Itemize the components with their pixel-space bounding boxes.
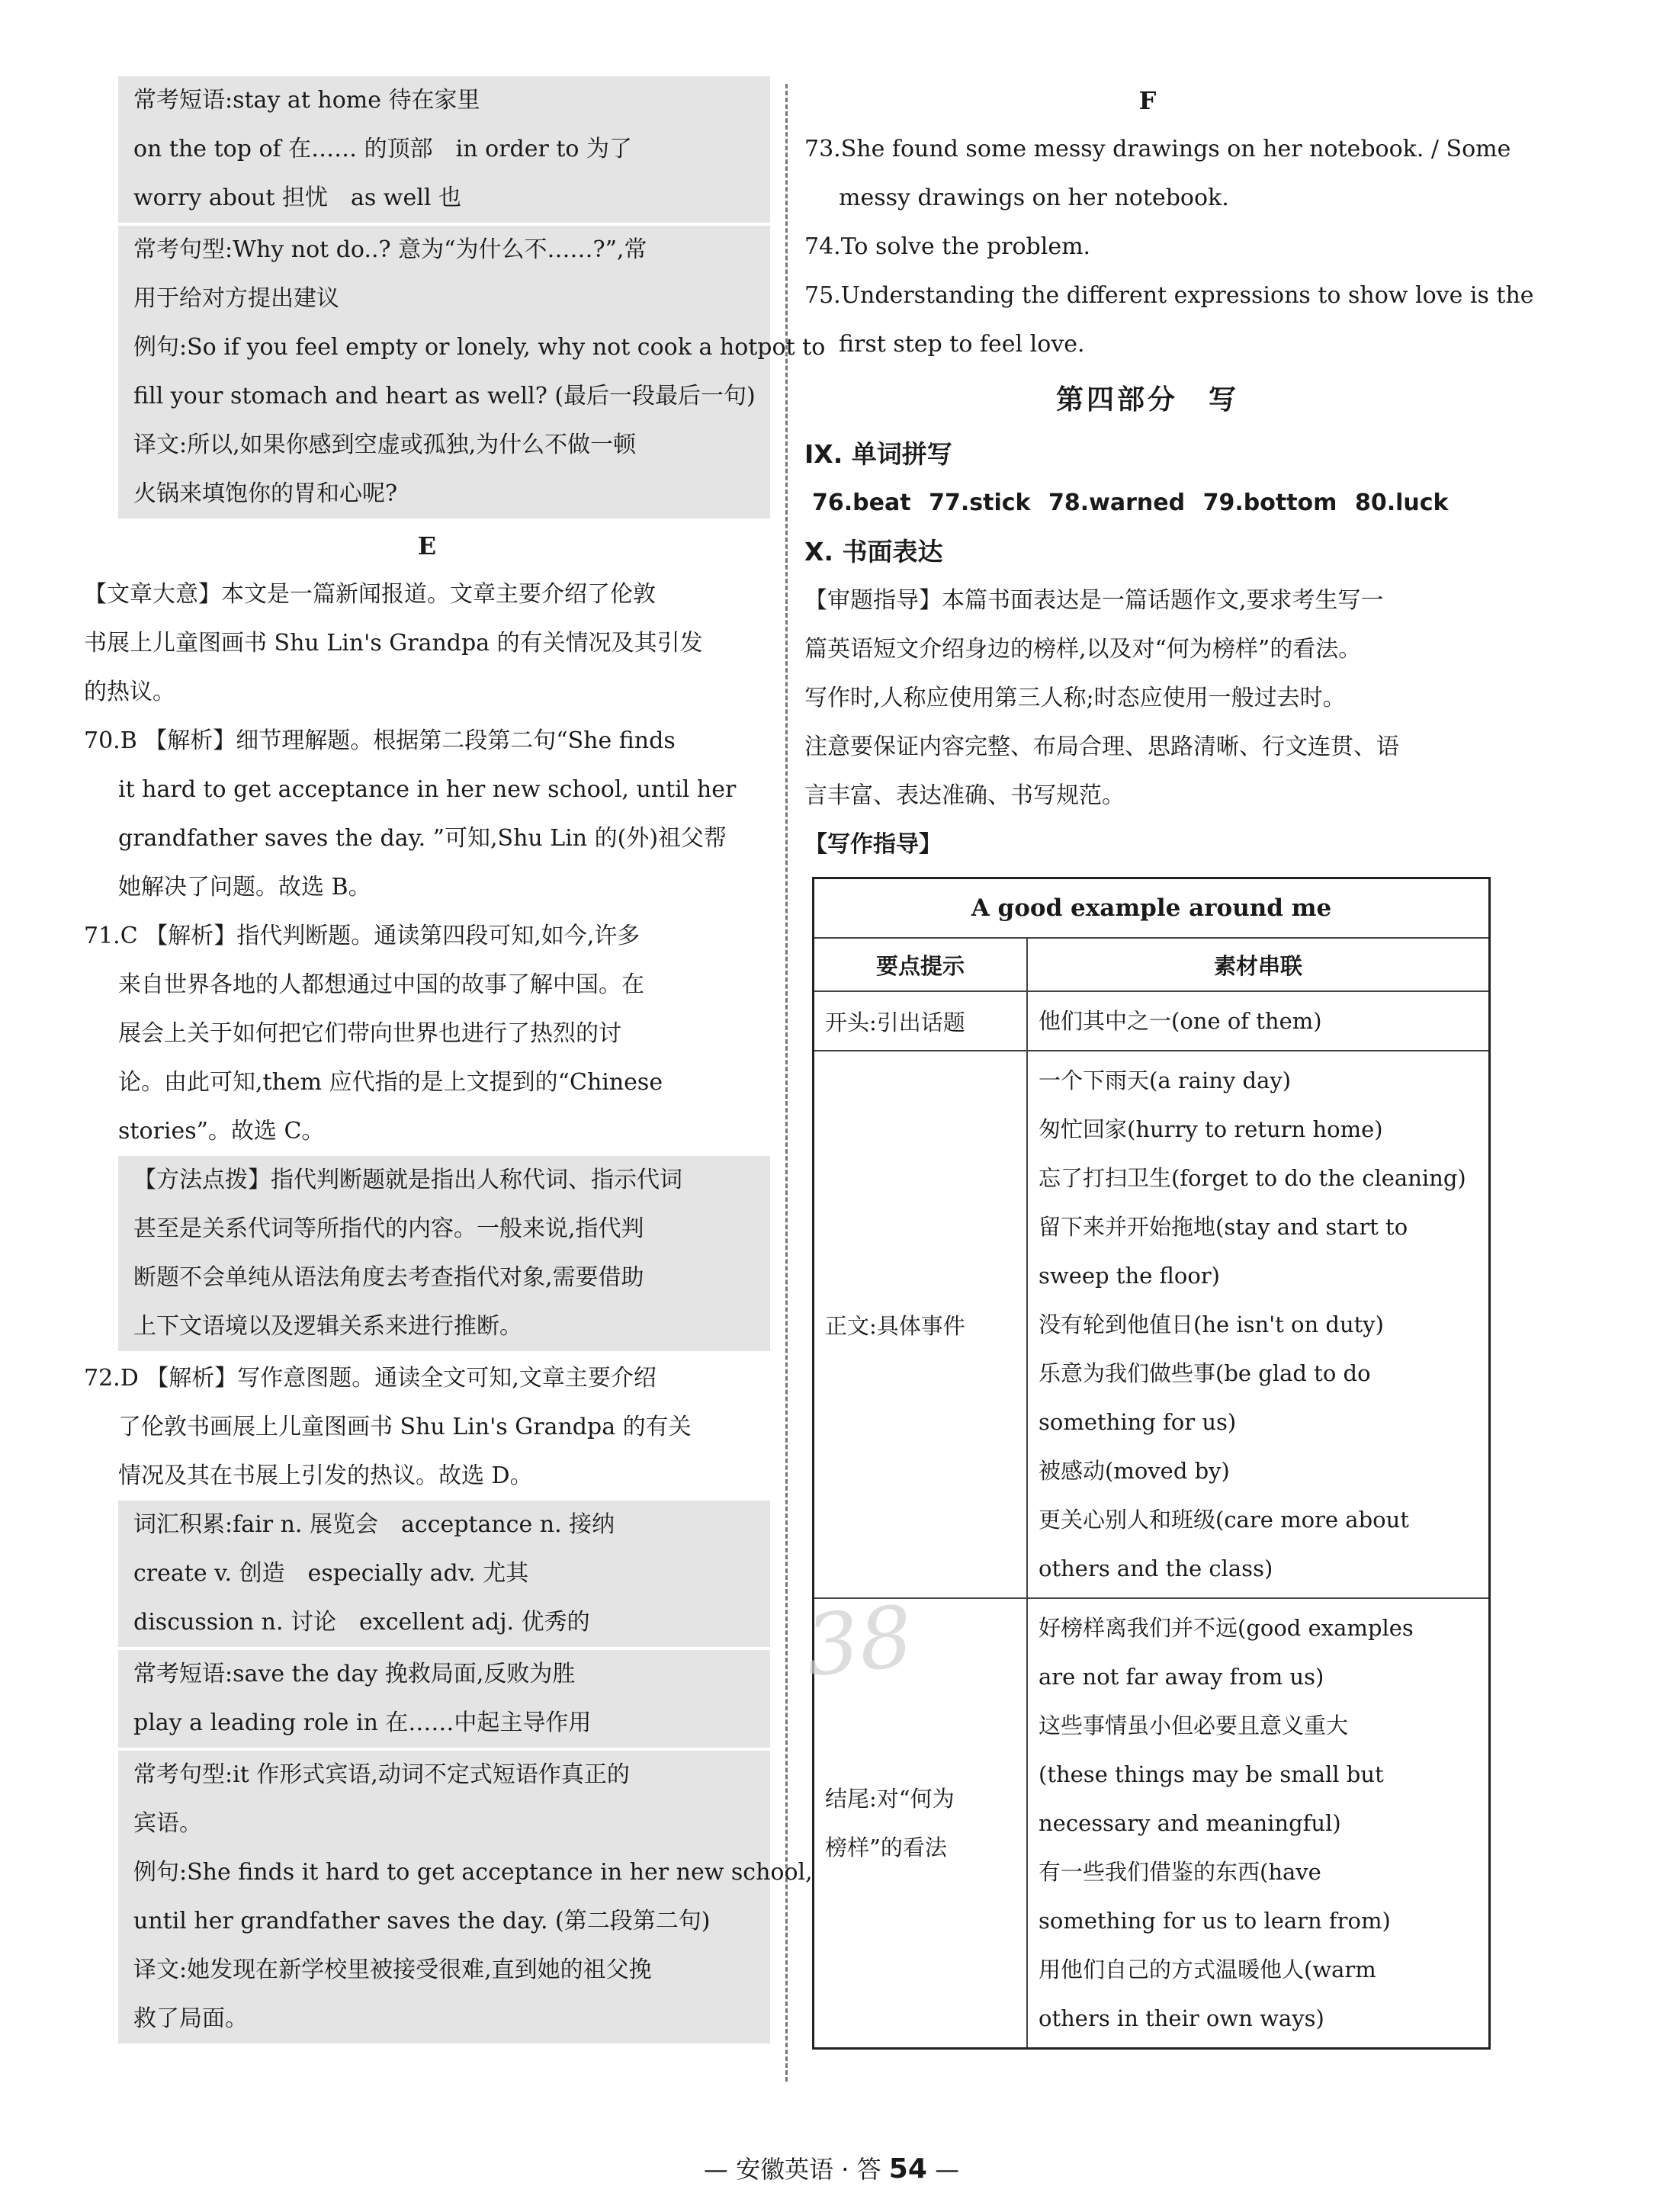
- text-line: grandfather saves the day. ”可知,Shu Lin 的(外)祖父帮: [118, 825, 727, 852]
- text-line: 火锅来填饱你的胃和心呢?: [133, 480, 398, 507]
- answer-71: [84, 912, 770, 1156]
- text-line: 写作时,人称应使用第三人称;时态应使用一般过去时。: [804, 685, 1346, 711]
- sentence-pattern-box: [118, 1751, 813, 2043]
- text-line: 救了局面。: [133, 2005, 248, 2032]
- section-e-heading: E: [417, 531, 437, 560]
- row-opening-materials: [1027, 991, 1490, 1051]
- answer-70: [84, 717, 770, 912]
- text-line: 的热议。: [84, 679, 175, 705]
- table-header-points: 要点提示: [814, 938, 1028, 991]
- text-line: 常考句型:Why not do..? 意为“为什么不……?”,常: [133, 236, 647, 263]
- text-line: 忘了打扫卫生(forget to do the cleaning): [1039, 1165, 1466, 1191]
- page-footer: [0, 2150, 1663, 2185]
- text-line: worry about 担忧 as well 也: [133, 185, 461, 211]
- writing-outline-table: [812, 877, 1491, 2050]
- text-line: 译文:所以,如果你感到空虚或孤独,为什么不做一顿: [133, 432, 637, 458]
- text-line: 常考短语:stay at home 待在家里: [133, 87, 480, 114]
- column-divider: [785, 84, 788, 2082]
- text-line: first step to feel love.: [839, 331, 1085, 358]
- footer-label: — 安徽英语 · 答: [703, 2155, 881, 2184]
- table-title: A good example around me: [814, 878, 1490, 939]
- text-line: 更关心别人和班级(care more about: [1039, 1507, 1409, 1533]
- text-line: 例句:So if you feel empty or lonely, why not cook a hotpot to: [133, 334, 826, 361]
- text-line: 有一些我们借鉴的东西(have: [1039, 1859, 1321, 1885]
- text-line: 了伦敦书画展上儿童图画书 Shu Lin's Grandpa 的有关: [118, 1414, 692, 1440]
- text-line: necessary and meaningful): [1039, 1810, 1341, 1836]
- text-line: 72.D 【解析】写作意图题。通读全文可知,文章主要介绍: [84, 1365, 657, 1392]
- row-ending-materials: [1027, 1598, 1490, 2049]
- text-line: are not far away from us): [1039, 1664, 1324, 1690]
- text-line: 用他们自己的方式温暖他人(warm: [1039, 1957, 1376, 1982]
- text-line: 宾语。: [133, 1810, 202, 1837]
- text-line: (these things may be small but: [1039, 1761, 1384, 1787]
- answer-72: [84, 1354, 770, 1501]
- text-line: 【审题指导】本篇书面表达是一篇话题作文,要求考生写一: [804, 587, 1384, 614]
- text-line: 她解决了问题。故选 B。: [118, 874, 371, 901]
- text-line: 被感动(moved by): [1039, 1458, 1230, 1484]
- text-line: 榜样”的看法: [825, 1835, 947, 1860]
- footer-dash: —: [935, 2155, 960, 2184]
- text-line: others and the class): [1039, 1555, 1273, 1581]
- text-line: 言丰富、表达准确、书写规范。: [804, 782, 1125, 809]
- text-line: 断题不会单纯从语法角度去考查指代对象,需要借助: [133, 1264, 644, 1291]
- spelling-heading: IX. 单词拼写: [804, 439, 952, 469]
- text-line: play a leading role in 在……中起主导作用: [133, 1710, 592, 1736]
- text-line: 75.Understanding the different expressions to show love is the: [804, 282, 1534, 309]
- text-line: others in their own ways): [1039, 2005, 1324, 2031]
- text-line: fill your stomach and heart as well? (最后一段最后一句): [133, 383, 756, 409]
- d-sentence-box: [118, 226, 826, 518]
- review-guide: [804, 576, 1491, 820]
- row-ending-label: [814, 1598, 1028, 2049]
- text-line: something for us): [1039, 1409, 1237, 1435]
- part-four-heading: 第四部分 写: [1055, 384, 1239, 416]
- text-line: 【方法点拨】指代判断题就是指出人称代词、指示代词: [133, 1167, 682, 1193]
- text-line: 这些事情虽小但必要且意义重大: [1039, 1713, 1349, 1738]
- text-line: 常考短语:save the day 挽救局面,反败为胜: [133, 1661, 576, 1687]
- spelling-answers: [804, 479, 1491, 528]
- text-line: 来自世界各地的人都想通过中国的故事了解中国。在: [118, 971, 644, 998]
- text-line: 展会上关于如何把它们带向世界也进行了热烈的讨: [118, 1020, 621, 1047]
- text-line: 词汇积累:fair n. 展览会 acceptance n. 接纳: [133, 1511, 615, 1538]
- text-line: until her grandfather saves the day. (第二段第二句): [133, 1908, 711, 1934]
- text-line: 73.She found some messy drawings on her notebook. / Some: [804, 136, 1511, 162]
- text-line: 上下文语境以及逻辑关系来进行推断。: [133, 1313, 522, 1340]
- answers-73-75: [804, 125, 1534, 369]
- text-line: something for us to learn from): [1039, 1908, 1391, 1934]
- text-line: messy drawings on her notebook.: [839, 185, 1229, 211]
- word-answer: 80.luck: [1354, 490, 1449, 516]
- text-line: 留下来并开始拖地(stay and start to: [1039, 1214, 1408, 1240]
- row-body-materials: [1027, 1051, 1490, 1598]
- text-line: 书展上儿童图画书 Shu Lin's Grandpa 的有关情况及其引发: [84, 630, 703, 657]
- text-line: 情况及其在书展上引发的热议。故选 D。: [118, 1462, 533, 1489]
- text-line: 结尾:对“何为: [825, 1786, 955, 1812]
- text-line: 译文:她发现在新学校里被接受很难,直到她的祖父挽: [133, 1957, 652, 1983]
- word-answer: 77.stick: [929, 490, 1031, 516]
- right-column: [804, 76, 1534, 2050]
- text-line: 甚至是关系代词等所指代的内容。一般来说,指代判: [133, 1215, 644, 1242]
- phrases-box: [118, 1650, 770, 1748]
- text-line: 用于给对方提出建议: [133, 285, 339, 312]
- text-line: 74.To solve the problem.: [804, 233, 1091, 260]
- d-phrases-box: [118, 76, 770, 223]
- text-line: 例句:She finds it hard to get acceptance in her new school,: [133, 1859, 813, 1886]
- vocab-box: [118, 1501, 770, 1647]
- row-opening-label: 开头:引出话题: [814, 991, 1028, 1051]
- text-line: 没有轮到他值日(he isn't on duty): [1039, 1311, 1384, 1337]
- text-line: 篇英语短文介绍身边的榜样,以及对“何为榜样”的看法。: [804, 636, 1362, 663]
- publisher-watermark-icon: 38: [801, 1587, 917, 1696]
- text-line: it hard to get acceptance in her new school, until her: [118, 776, 737, 803]
- text-line: 注意要保证内容完整、布局合理、思路清晰、行文连贯、语: [804, 734, 1399, 760]
- text-line: 70.B 【解析】细节理解题。根据第二段第二句“She finds: [84, 727, 676, 754]
- word-answer: 76.beat: [812, 490, 911, 516]
- text-line: sweep the floor): [1039, 1263, 1220, 1289]
- page-number: 54: [888, 2153, 927, 2185]
- text-line: 一个下雨天(a rainy day): [1039, 1067, 1292, 1093]
- word-answer: 79.bottom: [1202, 490, 1337, 516]
- text-line: 乐意为我们做些事(be glad to do: [1039, 1360, 1371, 1386]
- text-line: 【文章大意】本文是一篇新闻报道。文章主要介绍了伦敦: [84, 581, 656, 608]
- text-line: discussion n. 讨论 excellent adj. 优秀的: [133, 1609, 590, 1636]
- text-line: 匆忙回家(hurry to return home): [1039, 1116, 1383, 1142]
- e-summary: [84, 570, 770, 717]
- method-tip-box: [118, 1156, 770, 1351]
- writing-guide-label: 【写作指导】: [804, 831, 942, 858]
- text-line: 论。由此可知,them 应代指的是上文提到的“Chinese: [118, 1069, 663, 1096]
- writing-heading: X. 书面表达: [804, 537, 943, 567]
- row-body-label: 正文:具体事件: [814, 1051, 1028, 1598]
- text-line: 71.C 【解析】指代判断题。通读第四段可知,如今,许多: [84, 923, 640, 949]
- table-header-materials: 素材串联: [1027, 938, 1490, 991]
- text-line: on the top of 在…… 的顶部 in order to 为了: [133, 136, 633, 162]
- word-answer: 78.warned: [1048, 490, 1186, 516]
- text-line: stories”。故选 C。: [118, 1118, 325, 1145]
- left-column: [84, 76, 826, 2047]
- text-line: create v. 创造 especially adv. 尤其: [133, 1560, 529, 1587]
- text-line: 好榜样离我们并不远(good examples: [1039, 1615, 1414, 1641]
- section-f-heading: F: [1138, 86, 1157, 115]
- text-line: 他们其中之一(one of them): [1039, 1008, 1322, 1034]
- text-line: 常考句型:it 作形式宾语,动词不定式短语作真正的: [133, 1761, 630, 1788]
